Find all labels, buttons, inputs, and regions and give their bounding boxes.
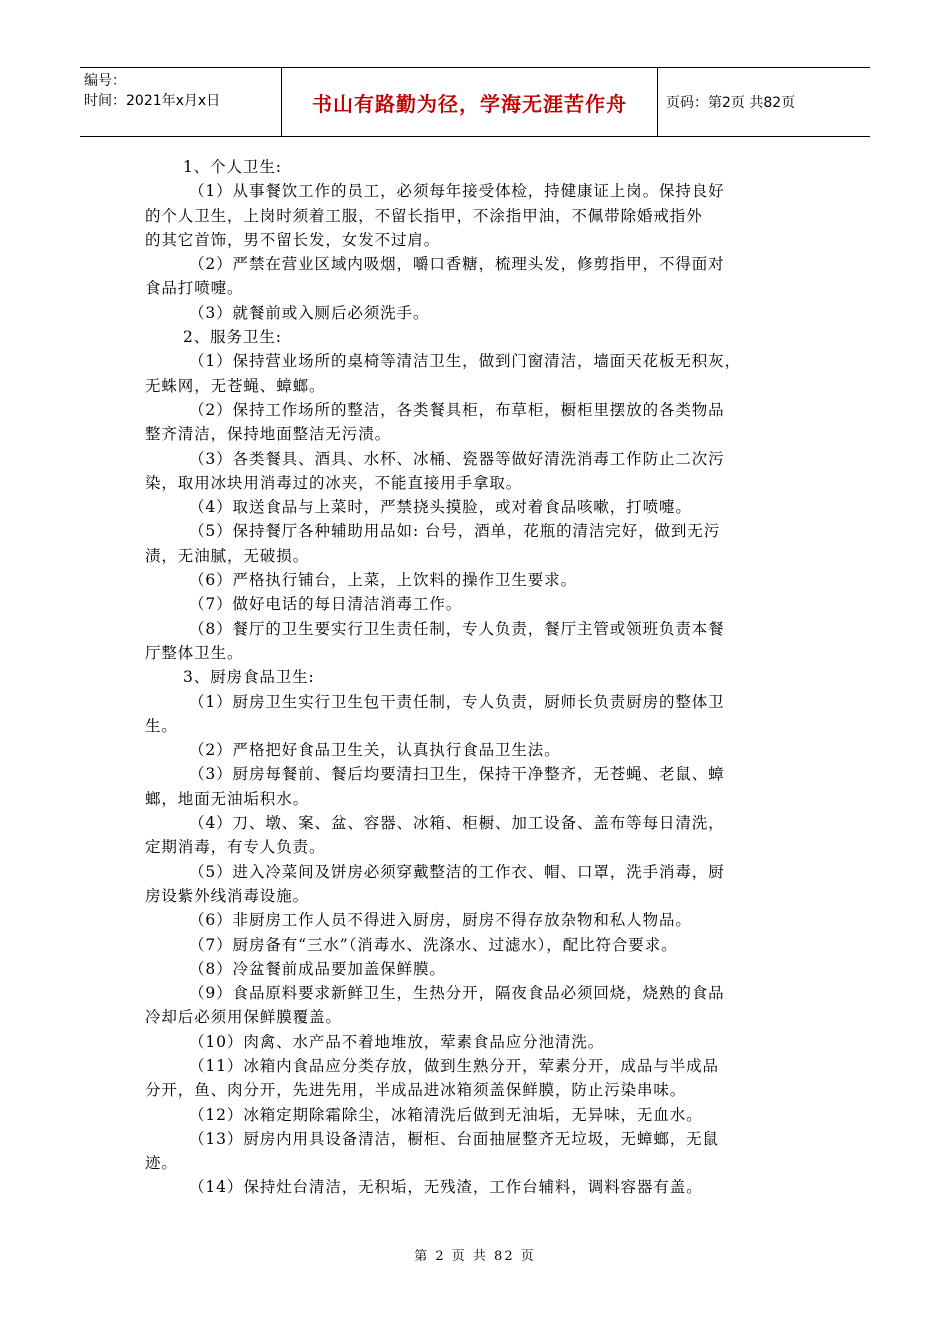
paragraph-line: 渍，无油腻，无破损。 <box>145 546 310 565</box>
paragraph-line: 螂，地面无油垢积水。 <box>145 789 310 808</box>
serial-label: 编号： <box>84 73 126 89</box>
paragraph-line: 迹。 <box>145 1154 178 1173</box>
paragraph-line: 定期消毒，有专人负责。 <box>145 838 326 857</box>
paragraph-line: （12）冰箱定期除霜除尘，冰箱清洗后做到无油垢，无异味，无血水。 <box>189 1105 703 1124</box>
paragraph-line: （9）食品原料要求新鲜卫生，生热分开，隔夜食品必须回烧，烧熟的食品 <box>189 984 725 1003</box>
document-body <box>145 155 805 1200</box>
page-footer: 第 2 页 共 82 页 <box>414 1249 536 1264</box>
paragraph-line: 房设紫外线消毒设施。 <box>145 886 310 905</box>
paragraph-line: 的个人卫生，上岗时须着工服，不留长指甲，不涂指甲油，不佩带除婚戒指外 <box>145 206 703 225</box>
paragraph-line: （4）刀、墩、案、盆、容器、冰箱、柜橱、加工设备、盖布等每日清洗， <box>189 814 725 833</box>
paragraph-line: （8）餐厅的卫生要实行卫生责任制，专人负责，餐厅主管或领班负责本餐 <box>189 619 725 638</box>
header-page-info: 页码：第2页 共82页 <box>666 95 796 111</box>
paragraph-line: （7）做好电话的每日清洁消毒工作。 <box>189 595 463 614</box>
paragraph-line: （3）厨房每餐前、餐后均要清扫卫生，保持干净整齐，无苍蝇、老鼠、蟑 <box>189 765 725 784</box>
page-header <box>80 67 870 137</box>
paragraph-line: （10）肉禽、水产品不着地堆放，荤素食品应分池清洗。 <box>189 1032 605 1051</box>
paragraph-line: （1）厨房卫生实行卫生包干责任制，专人负责，厨师长负责厨房的整体卫 <box>189 692 725 711</box>
paragraph-line: （7）厨房备有“三水”（消毒水、洗涤水、过滤水），配比符合要求。 <box>189 935 678 954</box>
paragraph-line: 的其它首饰，男不留长发，女发不过肩。 <box>145 230 441 249</box>
paragraph-line: （13）厨房内用具设备清洁，橱柜、台面抽屉整齐无垃圾，无蟑螂，无鼠 <box>189 1129 719 1148</box>
paragraph-line: 整齐清洁，保持地面整洁无污渍。 <box>145 425 392 444</box>
paragraph-line: （6）非厨房工作人员不得进入厨房，厨房不得存放杂物和私人物品。 <box>189 911 692 930</box>
paragraph-line: （5）进入冷菜间及饼房必须穿戴整洁的工作衣、帽、口罩，洗手消毒，厨 <box>189 862 725 881</box>
paragraph-line: 分开，鱼、肉分开，先进先用，半成品进冰箱须盖保鲜膜，防止污染串味。 <box>145 1081 687 1100</box>
header-motto: 书山有路勤为径，学海无涯苦作舟 <box>282 68 658 136</box>
paragraph-line: （6）严格执行铺台，上菜，上饮料的操作卫生要求。 <box>189 571 577 590</box>
paragraph-line: 生。 <box>145 716 178 735</box>
paragraph-line: （2）严格把好食品卫生关，认真执行食品卫生法。 <box>189 741 561 760</box>
section-heading: 1、个人卫生: <box>183 158 282 176</box>
paragraph-line: （4）取送食品与上菜时，严禁挠头摸脸，或对着食品咳嗽，打喷嚏。 <box>189 498 692 517</box>
paragraph-line: （2）严禁在营业区域内吸烟，嚼口香糖，梳理头发，修剪指甲，不得面对 <box>189 255 725 274</box>
paragraph-line: （3）各类餐具、酒具、水杯、冰桶、瓷器等做好清洗消毒工作防止二次污 <box>189 449 725 468</box>
paragraph-line: （1）保持营业场所的桌椅等清洁卫生，做到门窗清洁，墙面天花板无积灰， <box>189 352 741 371</box>
paragraph-line: 无蛛网，无苍蝇、蟑螂。 <box>145 376 326 395</box>
header-meta <box>80 68 282 136</box>
paragraph-line: （8）冷盆餐前成品要加盖保鲜膜。 <box>189 959 446 978</box>
paragraph-line: （2）保持工作场所的整洁，各类餐具柜，布草柜，橱柜里摆放的各类物品 <box>189 400 725 419</box>
paragraph-line: 染，取用冰块用消毒过的冰夹，不能直接用手拿取。 <box>145 473 523 492</box>
paragraph-line: （11）冰箱内食品应分类存放，做到生熟分开，荤素分开，成品与半成品 <box>189 1056 719 1075</box>
paragraph-line: 厅整体卫生。 <box>145 643 244 662</box>
paragraph-line: 冷却后必须用保鲜膜覆盖。 <box>145 1008 342 1027</box>
paragraph-line: （3）就餐前或入厕后必须洗手。 <box>189 303 430 322</box>
time-label: 时间：2021年x月x日 <box>84 93 221 109</box>
section-heading: 2、服务卫生: <box>183 328 282 347</box>
section-heading: 3、厨房食品卫生: <box>183 668 315 687</box>
paragraph-line: （14）保持灶台清洁，无积垢，无残渣，工作台辅料，调料容器有盖。 <box>189 1178 703 1197</box>
paragraph-line: 食品打喷嚏。 <box>145 279 244 298</box>
paragraph-line: （5）保持餐厅各种辅助用品如: 台号，酒单，花瓶的清洁完好，做到无污 <box>189 522 721 541</box>
paragraph-line: （1）从事餐饮工作的员工，必须每年接受体检，持健康证上岗。保持良好 <box>189 182 725 201</box>
